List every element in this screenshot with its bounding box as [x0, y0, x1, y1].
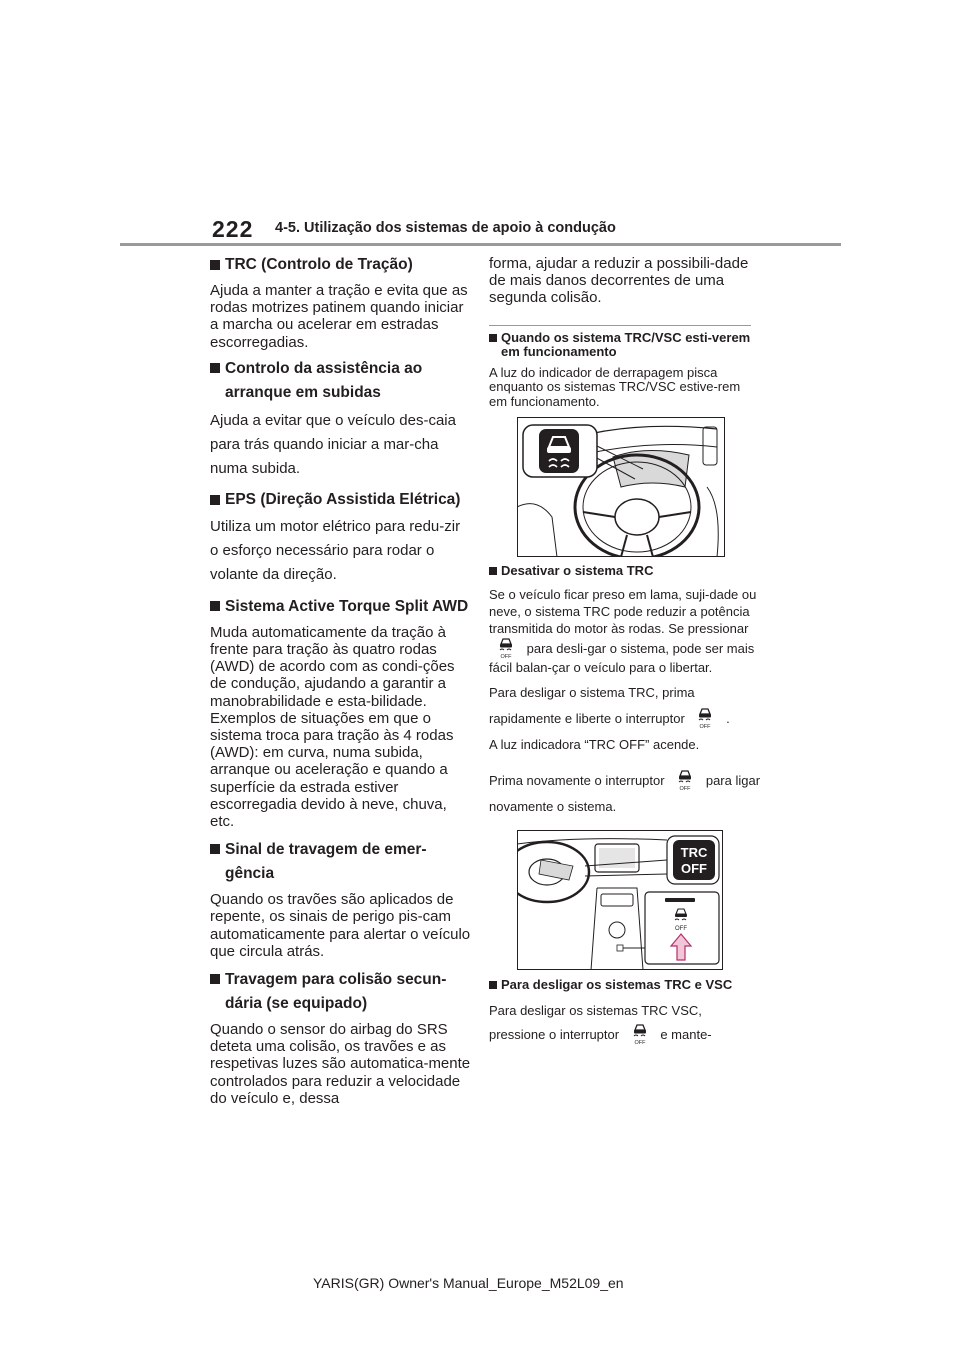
slip-indicator-illustration	[517, 417, 725, 557]
eps-heading: EPS (Direção Assistida Elétrica)	[210, 489, 472, 511]
switch-off-label: OFF	[675, 926, 687, 933]
hill-start-heading: Controlo da assistência ao arranque em subidas	[210, 357, 472, 405]
trc-off-light-text: A luz indicadora “TRC OFF” acende.	[489, 736, 700, 752]
icon-label: OFF	[500, 653, 512, 659]
disable-both-p1-text-after: e mante-	[660, 1026, 712, 1042]
trc-body: Ajuda a manter a tração e evita que as rodas motrizes patinem quando iniciar a marcha ou acelerar em estradas escorregadias.	[210, 282, 468, 351]
trc-off-badge-line2: OFF	[681, 861, 707, 877]
vsc-off-icon	[675, 769, 695, 791]
trc-heading: TRC (Controlo de Tração)	[210, 254, 472, 276]
vsc-off-icon	[630, 1023, 650, 1045]
vsc-off-icon	[496, 637, 516, 659]
disable-both-heading: Para desligar os sistemas TRC e VSC	[489, 978, 761, 993]
secondary-collision-heading: Travagem para colisão secun-dária (se equipado)	[210, 968, 472, 1016]
awd-heading: Sistema Active Torque Split AWD	[210, 595, 472, 619]
awd-body: Muda automaticamente da tração à frente para tração às quatro rodas (AWD) de acordo com as condi-ções de condução, ajudando a garantir a manobrabilidade e esta-bilidade. Exemplos de situações em que o sistema troca para tração às 4 rodas (AWD): em curva, numa subida, arranque ou aceleração e quando a superfície da estrada estiver escorregadia devido à neve, chuva, etc.	[210, 623, 455, 831]
operating-heading: Quando os sistema TRC/VSC esti-verem em funcionamento	[489, 331, 761, 360]
footer-manual-id: YARIS(GR) Owner's Manual_Europe_M52L09_en	[313, 1275, 624, 1291]
note-divider	[489, 325, 751, 326]
operating-body: A luz do indicador de derrapagem pisca enquanto os sistemas TRC/VSC estive-rem em funcionamento.	[489, 364, 741, 409]
continuation-text: forma, ajudar a reduzir a possibili-dade de mais danos decorrentes de uma segunda colisão.	[489, 255, 749, 307]
left-column	[210, 254, 472, 1107]
vsc-off-icon	[695, 707, 715, 729]
disable-trc-p2-text: Para desligar o sistema TRC, prima rapidamente e liberte o interruptor	[489, 684, 695, 726]
icon-label: OFF	[634, 1039, 646, 1045]
trc-off-illustration	[517, 830, 723, 970]
disable-trc-p4	[489, 768, 761, 820]
header-divider	[120, 243, 841, 246]
hill-start-body: Ajuda a evitar que o veículo des-caia para trás quando iniciar a mar-cha numa subida.	[210, 411, 456, 477]
disable-both-p1	[489, 999, 761, 1047]
trc-off-badge-line1: TRC	[680, 845, 708, 861]
disable-both-p1-text: Para desligar os sistemas TRC VSC, pressione o interruptor	[489, 1002, 702, 1042]
disable-trc-p2-text-after: .	[726, 710, 730, 726]
right-column	[489, 254, 761, 1047]
emergency-signal-body: Quando os travões são aplicados de repente, os sinais de perigo pis-cam automaticamente para alertar o veículo que circula atrás.	[210, 891, 471, 960]
disable-trc-p1-text-after: para desli-gar o sistema, pode ser mais fácil balan-çar o veículo para o libertar.	[489, 640, 755, 675]
disable-trc-p4-text-after: para ligar novamente o sistema.	[489, 773, 761, 815]
section-title: 4-5. Utilização dos sistemas de apoio à condução	[275, 220, 616, 236]
disable-trc-p1-text: Se o veículo ficar preso em lama, suji-dade ou neve, o sistema TRC pode reduzir a potência transmitida do motor às rodas. Se pressionar	[489, 586, 757, 636]
disable-trc-p2	[489, 680, 761, 732]
page-number: 222	[212, 216, 254, 242]
eps-body: Utiliza um motor elétrico para redu-zir o esforço necessário para rodar o volante da direção.	[210, 517, 461, 583]
emergency-signal-heading: Sinal de travagem de emer-gência	[210, 838, 472, 886]
disable-trc-heading: Desativar o sistema TRC	[489, 564, 761, 579]
secondary-collision-body: Quando o sensor do airbag do SRS deteta uma colisão, os travões e as respetivas luzes são automatica-mente controlados para reduzir a velocidade do veículo e, dessa	[210, 1021, 471, 1107]
disable-trc-p1	[489, 586, 761, 676]
icon-label: OFF	[699, 723, 711, 729]
disable-trc-p4-text: Prima novamente o interruptor	[489, 773, 665, 789]
icon-label: OFF	[679, 786, 691, 792]
